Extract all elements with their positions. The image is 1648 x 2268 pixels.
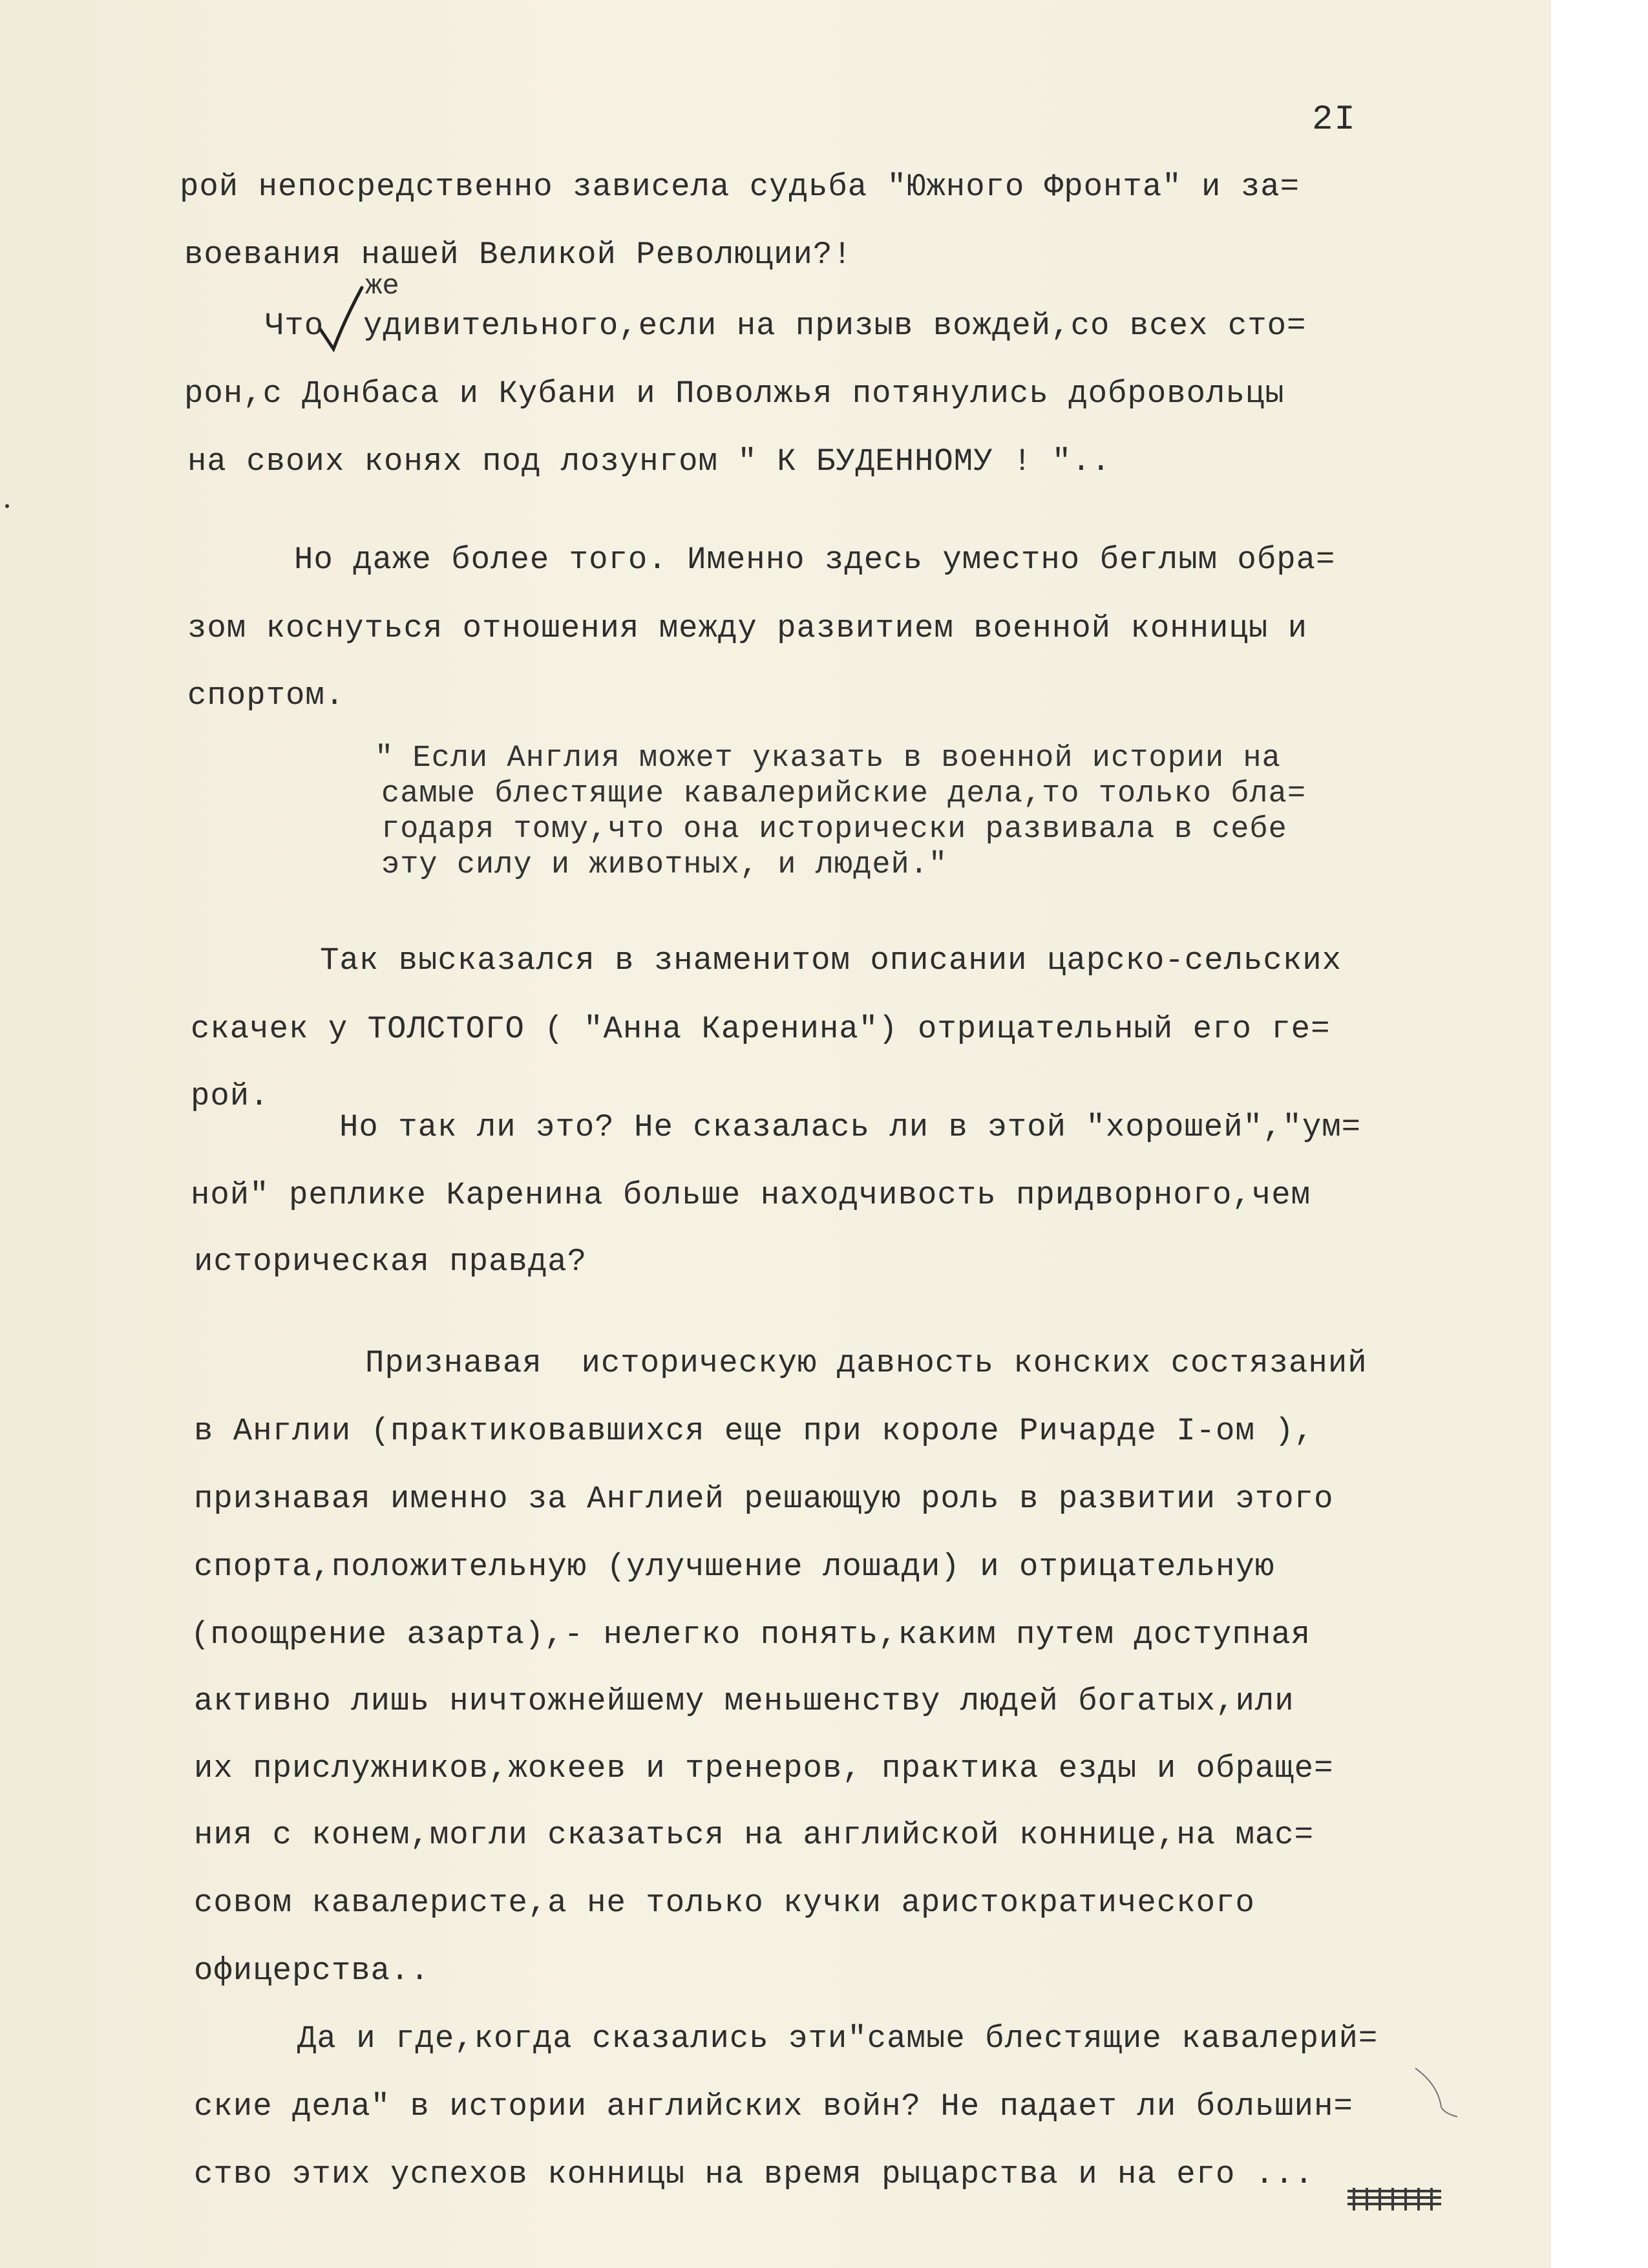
text-line: спортом. (187, 677, 345, 714)
binding-hole-mark (5, 504, 9, 508)
text-line: Но даже более того. Именно здесь уместно беглым обра= (294, 542, 1336, 578)
text-line: воевания нашей Великой Революции?! (184, 237, 852, 273)
text-line: Признавая историческую давность конских состязаний (365, 1345, 1368, 1381)
text-line: зом коснуться отношения между развитием военной конницы и (187, 610, 1308, 646)
text-line: Так высказался в знаменитом описании царско-сельских (320, 942, 1342, 979)
pencil-mark-icon (1402, 2062, 1467, 2120)
text-line: их прислужников,жокеев и тренеров, практика езды и обраще= (194, 1750, 1334, 1786)
text-line: Да и где,когда сказались эти"самые блестящие кавалерий= (297, 2020, 1379, 2057)
text-line: Что удивительного,если на призыв вождей,со всех сто= (265, 308, 1307, 344)
quote-line: " Если Англия может указать в военной истории на (375, 741, 1281, 776)
text-line: ния с конем,могли сказаться на английской коннице,на мас= (194, 1817, 1315, 1853)
text-line: ство этих успехов конницы на время рыцарства и на его ... (194, 2156, 1315, 2192)
text-line: на своих конях под лозунгом " К БУДЕННОМУ ! ".. (187, 443, 1112, 480)
page-number: 2I (1312, 100, 1357, 140)
quote-line: эту силу и животных, и людей." (381, 848, 948, 882)
text-line: рой. (191, 1078, 269, 1114)
text-line: спорта,положительную (улучшение лошади) и отрицательную (194, 1549, 1275, 1585)
quote-line: самые блестящие кавалерийские дела,то только бла= (381, 777, 1307, 811)
text-line: в Англии (практиковавшихся еще при короле Ричарде I-ом ), (194, 1413, 1315, 1449)
scan-margin (1551, 0, 1648, 2268)
quote-line: годаря тому,что она исторически развивала в себе (381, 812, 1287, 847)
text-line: признавая именно за Англией решающую роль в развитии этого (194, 1481, 1334, 1517)
text-line: совом кавалеристе,а не только кучки аристократического (194, 1885, 1255, 1921)
text-line: рой непосредственно зависела судьба "Южного Фронта" и за= (180, 169, 1300, 205)
text-line: Но так ли это? Не сказалась ли в этой "хорошей","ум= (339, 1109, 1362, 1145)
text-line: скачек у ТОЛСТОГО ( "Анна Каренина") отрицательный его ге= (191, 1011, 1331, 1047)
text-line: ские дела" в истории английских войн? Не падает ли большин= (194, 2088, 1353, 2125)
text-line: офицерства.. (194, 1953, 430, 1989)
text-line: активно лишь ничтожнейшему меньшенству людей богатых,или (194, 1683, 1294, 1719)
text-line: (поощрение азарта),- нелегко понять,каким путем доступная (191, 1616, 1311, 1653)
text-line: рон,с Донбаса и Кубани и Поволжья потянулись добровольцы (184, 376, 1285, 412)
text-line: ной" реплике Каренина больше находчивость придворного,чем (191, 1177, 1311, 1213)
handwritten-insertion: же (365, 270, 399, 302)
strikeout-scribble-icon (1344, 2178, 1448, 2217)
text-line: историческая правда? (194, 1244, 587, 1280)
